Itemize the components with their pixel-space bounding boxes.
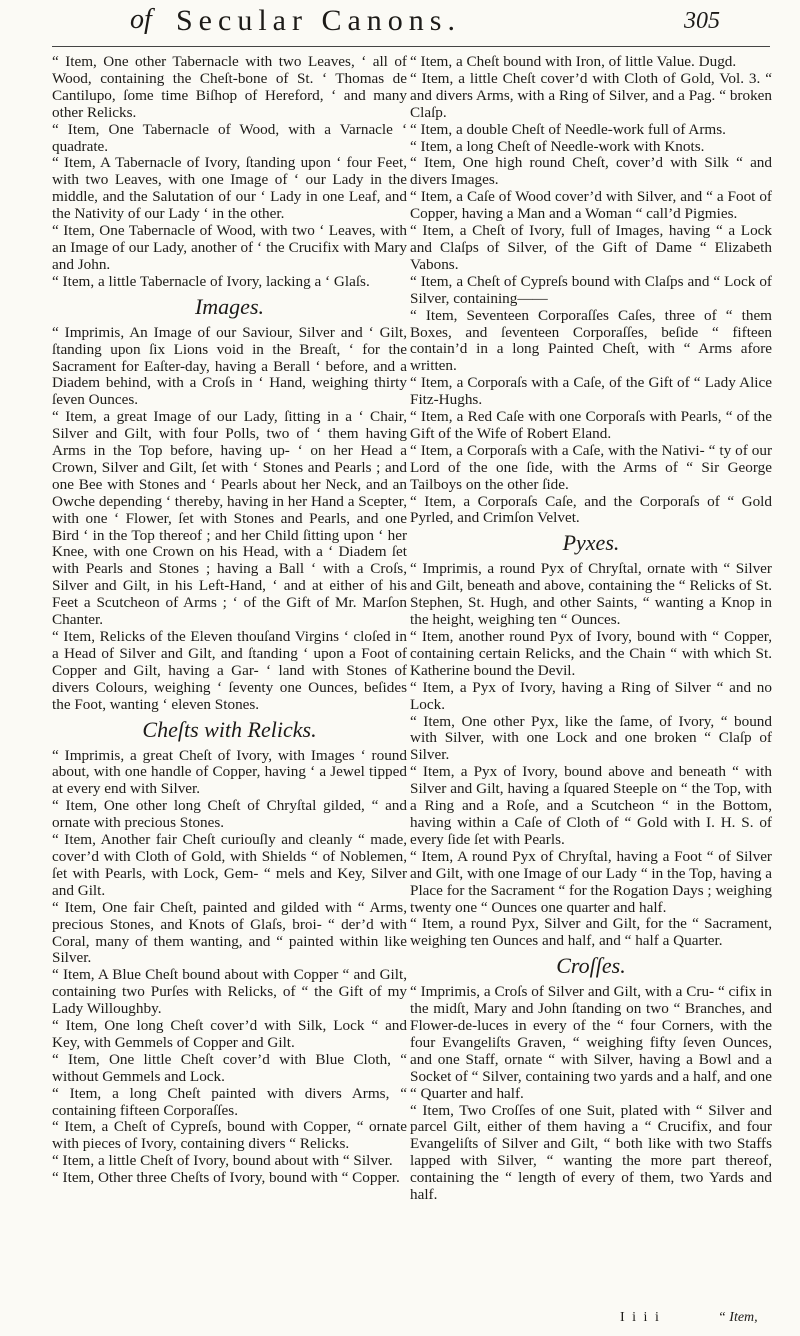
section-heading: Croſſes. <box>556 953 626 979</box>
left-column <box>52 54 407 1187</box>
inventory-entry: “ Item, a little Cheſt cover’d with Cloth of Gold, Vol. 3. “ and divers Arms, with a Ring of Silver, and a Pag. “ broken Claſp. <box>410 69 772 121</box>
section-heading: Images. <box>194 293 265 319</box>
inventory-entry: “ Item, Relicks of the Eleven thouſand Virgins ‘ cloſed in a Head of Silver and Gilt, and ſtanding ‘ upon a Foot of Copper and Gilt, having a Gar- ‘ land with Stones of divers Colours, weighing ‘ ſeventy one Ounces, beſides the Foot, wanting ‘ eleven Stones. <box>52 628 407 713</box>
inventory-entry: “ Item, A Tabernacle of Ivory, ſtanding upon ‘ four Feet, with two Leaves, with one Image of ‘ our Lady in the middle, and the Salutation of our ‘ Lady in one Leaf, and the Nativity of our Lady ‘ in the other. <box>52 154 407 223</box>
inventory-entry: “ Imprimis, An Image of our Saviour, Silver and ‘ Gilt, ſtanding upon ſix Lions void in the Breaſt, ‘ for the Sacrament for Eaſter-day, having a Berall ‘ before, and a Diadem behind, with a Croſs in ‘ Hand, weighing thirty ſeven Ounces. <box>52 323 407 409</box>
signature-mark: I i i i <box>620 1310 661 1325</box>
header-title: Secular Canons. <box>176 4 461 37</box>
inventory-entry: “ Item, a Pyx of Ivory, bound above and beneath “ with Silver and Gilt, having a ſquared Steeple on “ the Top, with a Ring and a Roſe, and a Scutcheon “ in the Bottom, having within a Caſe of Cloth of “ Gold with I. H. S. of every ſide ſet with Pearls. <box>410 763 772 848</box>
inventory-entry: “ Item, One other Tabernacle with two Leaves, ‘ all of Wood, containing the Cheſt-bone of St. ‘ Thomas de Cantilupo, ſome time Biſhop of Hereford, ‘ and many other Relicks. <box>52 53 407 121</box>
page-number: 305 <box>684 8 720 34</box>
inventory-entry: “ Imprimis, a Croſs of Silver and Gilt, with a Cru- “ cifix in the midſt, Mary and John ſtanding on two “ Branches, and Flower-de-luces in every of the “ four Corners, with the four Evangeliſts Graven, “ weighing fifty ſeven Ounces, and one Staff, ornate “ with Silver, having a Bowl and a Socket of “ Silver, containing two yards and a half, and one “ Quarter and half. <box>410 983 772 1102</box>
header-of: of <box>130 4 152 35</box>
inventory-entry: “ Item, One other long Cheſt of Chryſtal gilded, “ and ornate with precious Stones. <box>52 797 407 832</box>
inventory-entry: “ Item, a Caſe of Wood cover’d with Silver, and “ a Foot of Copper, having a Man and a Woman “ call’d Pigmies. <box>410 188 772 223</box>
inventory-entry: “ Item, One long Cheſt cover’d with Silk, Lock “ and Key, with Gemmels of Copper and Gilt. <box>52 1017 407 1051</box>
inventory-entry: “ Item, a Cheſt of Cypreſs, bound with Copper, “ ornate with pieces of Ivory, containing divers “ Relicks. <box>52 1118 407 1153</box>
inventory-entry: “ Item, One fair Cheſt, painted and gilded with “ Arms, precious Stones, and Knots of Glaſs, broi- “ der’d with Coral, many of them wanting, and “ painted within like Silver. <box>52 898 407 967</box>
inventory-entry: “ Item, a Corporaſs Caſe, and the Corporaſs of “ Gold Pyrled, and Crimſon Velvet. <box>410 492 772 527</box>
inventory-entry: “ Item, a Cheſt of Cypreſs bound with Claſps and “ Lock of Silver, containing—— <box>410 272 772 307</box>
inventory-entry: “ Item, a Cheſt of Ivory, full of Images, having “ a Lock and Claſps of Silver, of the Gift of Dame “ Elizabeth Vabons. <box>410 222 772 273</box>
section-heading: Pyxes. <box>562 530 620 556</box>
inventory-entry: “ Item, One high round Cheſt, cover’d with Silk “ and divers Images. <box>410 154 772 189</box>
inventory-entry: “ Item, a Cheſt bound with Iron, of little Value. Dugd. <box>410 53 737 70</box>
inventory-entry: “ Imprimis, a great Cheſt of Ivory, with Images ‘ round about, with one handle of Copper, having ‘ a Jewel tipped at every end with Silver. <box>52 746 407 798</box>
inventory-entry: “ Item, One Tabernacle of Wood, with two ‘ Leaves, with an Image of our Lady, another of ‘ the Crucifix with Mary and John. <box>52 222 407 273</box>
inventory-entry: “ Item, A round Pyx of Chryſtal, having a Foot “ of Silver and Gilt, with one Image of our Lady “ in the Top, having a Place for the Sacrament “ for the Rogation Days ; weighing twenty one “ Ounces one quarter and half. <box>410 847 772 916</box>
header-rule <box>52 46 770 47</box>
inventory-entry: “ Item, Another fair Cheſt curiouſly and cleanly “ made, cover’d with Cloth of Gold, with Shields “ of Noblemen, ſet with Pearls, with Lock, Gem- “ mels and Key, Silver and Gilt. <box>52 831 407 899</box>
catchword: “ Item, <box>718 1310 758 1325</box>
inventory-entry: “ Item, a long Cheſt of Needle-work with Knots. <box>410 137 705 155</box>
inventory-entry: “ Item, One little Cheſt cover’d with Blue Cloth, “ without Gemmels and Lock. <box>52 1050 407 1085</box>
inventory-entry: “ Item, a Corporaſs with a Caſe, of the Gift of “ Lady Alice Fitz-Hughs. <box>410 374 772 409</box>
inventory-entry: “ Item, One other Pyx, like the ſame, of Ivory, “ bound with Silver, with one Lock and one broken “ Claſp of Silver. <box>410 712 772 764</box>
inventory-entry: “ Item, Two Croſſes of one Suit, plated with “ Silver and parcel Gilt, either of them having a “ Crucifix, and four Evangeliſts of Silver and Gilt, “ both like with two Staffs lapped with Silver, “ wanting the more part thereof, containing the “ length of every of them, two Yards and half. <box>410 1101 772 1204</box>
inventory-entry: “ Item, a Red Caſe with one Corporaſs with Pearls, “ of the Gift of the Wife of Robert Eland. <box>410 408 772 442</box>
inventory-entry: “ Item, a double Cheſt of Needle-work full of Arms. <box>410 120 726 138</box>
inventory-entry: “ Item, a little Tabernacle of Ivory, lacking a ‘ Glaſs. <box>52 272 370 290</box>
inventory-entry: “ Item, a Pyx of Ivory, having a Ring of Silver “ and no Lock. <box>410 678 772 713</box>
inventory-entry: “ Item, a little Cheſt of Ivory, bound about with “ Silver. <box>52 1152 393 1170</box>
inventory-entry: “ Item, Seventeen Corporaſſes Caſes, three of “ them Boxes, and ſeventeen Corporaſſes, beſide “ fifteen contain’d in a long Painted Cheſt, with “ Arms afore written. <box>410 306 772 375</box>
inventory-entry: “ Item, a Corporaſs with a Caſe, with the Nativi- “ ty of our Lord of the one ſide, with the Arms of “ Sir George Tailboys on the other ſide. <box>410 441 772 493</box>
inventory-entry: “ Item, a round Pyx, Silver and Gilt, for the “ Sacrament, weighing ten Ounces and half, and “ half a Quarter. <box>410 915 772 950</box>
inventory-entry: “ Item, another round Pyx of Ivory, bound with “ Copper, containing certain Relicks, and the Chain “ with which St. Katherine bound the Devil. <box>410 628 772 679</box>
right-column <box>410 54 772 1204</box>
inventory-entry: “ Imprimis, a round Pyx of Chryſtal, ornate with “ Silver and Gilt, beneath and above, containing the “ Relicks of St. Stephen, St. Hugh, and other Saints, “ wanting a Knop in the height, weighing ten “ Ounces. <box>410 560 772 629</box>
inventory-entry: “ Item, One Tabernacle of Wood, with a Varnacle ‘ quadrate. <box>52 120 407 155</box>
inventory-entry: “ Item, a great Image of our Lady, ſitting in a ‘ Chair, Silver and Gilt, with four Polls, two of ‘ them having Arms in the Top before, having up- ‘ on her Head a Crown, Silver and Gilt, ſet with ‘ Stones and Pearls ; and one Bee with Stones and ‘ Pearls about her Neck, and an Owche depending ‘ thereby, having in her Hand a Scepter, with one ‘ Flower, ſet with Stones and Pearls, and one Bird ‘ in the Top thereof ; and her Child ſitting upon ‘ her Knee, with one Crown on his Head, with a ‘ Diadem ſet with Pearls and Stones ; having a Ball ‘ with a Croſs, Silver and Gilt, in his Left-Hand, ‘ and at either of his Feet a Scutcheon of Arms ; ‘ of the Gift of Mr. Marſon Chanter. <box>52 408 407 629</box>
inventory-entry: “ Item, Other three Cheſts of Ivory, bound with “ Copper. <box>52 1169 400 1187</box>
running-header <box>90 4 720 46</box>
inventory-entry: “ Item, a long Cheſt painted with divers Arms, “ containing fifteen Corporaſſes. <box>52 1084 407 1119</box>
section-heading: Cheſts with Relicks. <box>142 716 317 742</box>
inventory-entry: “ Item, A Blue Cheſt bound about with Copper “ and Gilt, containing two Purſes with Relicks, of “ the Gift of my Lady Willoughby. <box>52 966 407 1018</box>
